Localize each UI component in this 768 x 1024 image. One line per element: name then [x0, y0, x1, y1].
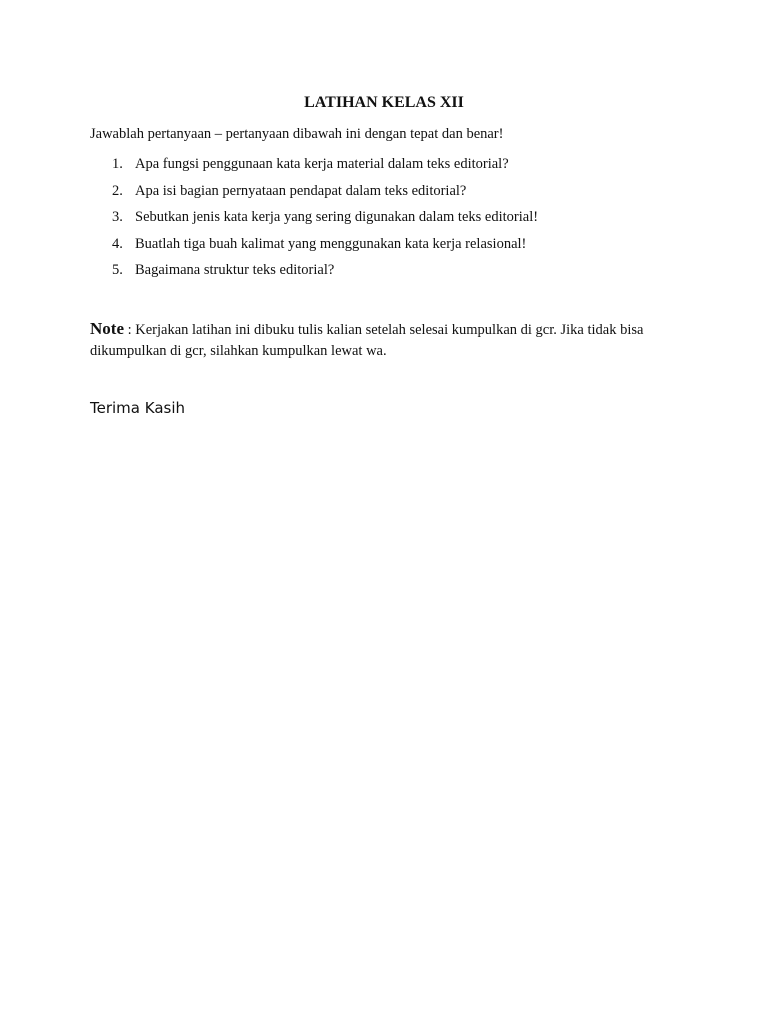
- question-text: Apa isi bagian pernyataan pendapat dalam teks editorial?: [135, 182, 467, 199]
- question-number: 2.: [112, 182, 123, 199]
- note-paragraph: [90, 318, 680, 362]
- question-text: Bagaimana struktur teks editorial?: [135, 262, 335, 278]
- question-number: 1.: [112, 156, 123, 172]
- question-text: Buatlah tiga buah kalimat yang menggunakan kata kerja relasional!: [135, 235, 527, 252]
- question-number: 5.: [112, 262, 123, 278]
- note-text: : Kerjakan latihan ini dibuku tulis kalian setelah selesai kumpulkan di gcr. Jika tidak bisa dikumpulkan di gcr, silahkan kumpulkan lewat wa.: [90, 322, 644, 359]
- note-label: Note: [90, 319, 124, 338]
- question-text: Apa fungsi penggunaan kata kerja material dalam teks editorial?: [135, 156, 509, 172]
- instruction-text: Jawablah pertanyaan – pertanyaan dibawah ini dengan tepat dan benar!: [90, 126, 504, 142]
- document-title: LATIHAN KELAS XII: [304, 94, 464, 111]
- closing-text: Terima Kasih: [90, 399, 186, 417]
- question-text: Sebutkan jenis kata kerja yang sering digunakan dalam teks editorial!: [135, 209, 539, 225]
- question-number: 4.: [112, 235, 123, 252]
- question-number: 3.: [112, 209, 123, 225]
